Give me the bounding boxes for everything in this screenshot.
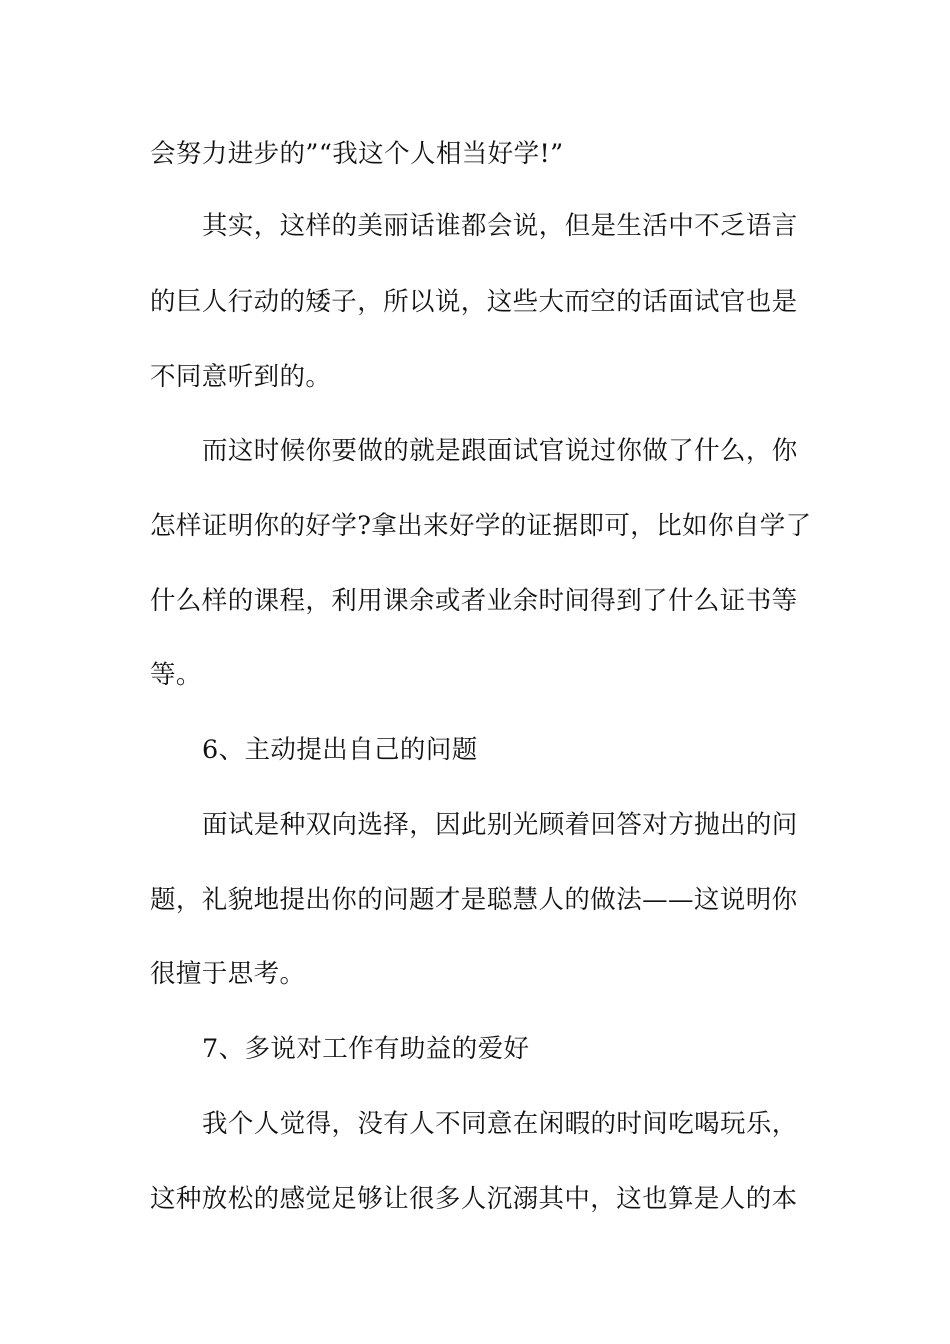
text-line: 题，礼貌地提出你的问题才是聪慧人的做法——这说明你 — [150, 885, 798, 915]
text-line: 很擅于思考。 — [150, 959, 306, 989]
text-line: 不同意听到的。 — [150, 362, 332, 392]
text-line: 什么样的课程，利用课余或者业余时间得到了什么证书等 — [150, 586, 798, 616]
paragraph-line: 其实，这样的美丽话谁都会说，但是生活中不乏语言 — [202, 211, 798, 241]
text-line: 怎样证明你的好学?拿出来好学的证据即可，比如你自学了 — [150, 511, 812, 541]
paragraph-line: 我个人觉得，没有人不同意在闲暇的时间吃喝玩乐， — [202, 1109, 798, 1139]
section-heading: 7、多说对工作有助益的爱好 — [202, 1034, 530, 1064]
text-line: 的巨人行动的矮子，所以说，这些大而空的话面试官也是 — [150, 287, 798, 317]
text-line: 会努力进步的”“我这个人相当好学!” — [150, 139, 564, 169]
text-line: 等。 — [150, 660, 202, 690]
section-heading: 6、主动提出自己的问题 — [202, 735, 478, 765]
text-line: 这种放松的感觉足够让很多人沉溺其中，这也算是人的本 — [150, 1184, 798, 1214]
paragraph-line: 而这时候你要做的就是跟面试官说过你做了什么，你 — [202, 436, 798, 466]
paragraph-line: 面试是种双向选择，因此别光顾着回答对方抛出的问 — [202, 810, 798, 840]
